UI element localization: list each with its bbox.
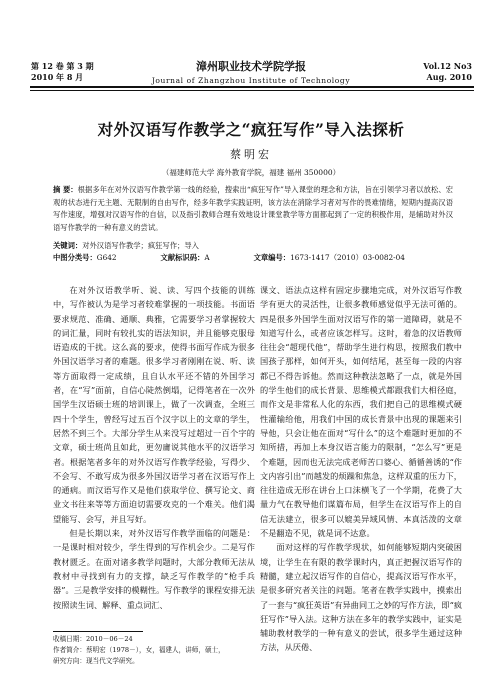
paragraph: 但是长期以来，对外汉语写作教学面临的问题是：一是课时相对较少，学生得到的写作机会少。二是写作教材匮乏。在面对诸多教学问题时，大部分教师无法从教材中寻找到有力的支撑，缺乏写作教学的“枪手兵器”。三是教学安排的模糊性。写作教学的课程安排无法按照读生词、解释、重点词汇、 [53,528,255,610]
clc-value: G642 [96,253,117,262]
header-rule-thick [30,86,474,88]
footnote-author: 作者简介：蔡明宏（1978－），女，福建人，讲师，硕士， [53,646,225,654]
abstract-text: 根据多年在对外汉语写作教学第一线的经验，搜索出“疯狂写作”导入课堂的理念和方法，旨在引领学习者以放松、宏观的状态进行无主题、无限制的自由写作，经多年教学实践证明，该方法在消除学习者对写作的畏难情绪，短期内提高汉语写作速度，增强对汉语写作的自信，以及指引教师合理有效地设计课堂教学等方面都起到了一定的积极作用，是辅助对外汉语写作教学的一种有意义的尝试。 [53,185,453,232]
doc-code-label: 文献标识码： [160,253,205,262]
footnote-research: 研究方向：现当代文学研究。 [53,657,139,665]
journal-name-en: Journal of Zhangzhou Institute of Technology [151,76,351,85]
volume-info [423,61,472,83]
paragraph: 在对外汉语教学听、说、读、写四个技能的训练中，写作被认为是学习者较难掌握的一项技能。书面语要求规范、准确、通顺、典雅，它需要学习者掌握较大的词汇量，同时有较扎实的语法知识，并且能够克服母语造成的干扰。这么高的要求，使得书面写作成为很多外国汉语学习者的难题。很多学习者刚刚在说、听、读等方面取得一定成绩，且自认水平还不错的外国学习者，在“写”面前，自信心陡然倒塌，记得笔者在一次外国学生汉语硕士班的培训课上，做了一次调查，全班三四十个学生，曾经写过五百个汉字以上的文章的学生，居然不到三个。大部分学生从来没写过超过一百个字的文章，硕士班尚且如此，更勿庸说其他水平的汉语学习者。根据笔者多年的对外汉语写作教学经验，写得少、不会写、不敢写成为很多外国汉语学习者在汉语写作上的通病。而汉语写作又是他们获取学位、撰写论文、商业文书往来等等方面迫切需要攻克的一个难关。他们渴望能写、会写，并且写好。 [53,285,255,524]
article-title: 对外汉语写作教学之“疯狂写作”导入法探析 [97,120,405,139]
article-id-label: 文章编号： [253,253,291,262]
body-column-left [53,283,255,612]
keywords-text: 对外汉语写作教学；疯狂写作；导入 [82,241,199,250]
author-affiliation: （福建师范大学 海外教育学院，福建 福州 350000） [161,168,341,177]
doc-code-value: A [204,253,210,262]
article-id-value: 1673-1417（2010）03-0082-04 [290,253,405,262]
abstract [53,184,453,234]
author-name: 蔡明宏 [230,148,272,161]
body-column-right [260,283,462,655]
journal-name-cn: 漳州职业技术学院学报 [196,60,306,73]
volume-number: Vol.12 No3 [423,61,472,71]
volume-date: Aug. 2010 [426,72,472,82]
paragraph: 面对这样的写作教学现状，如何能够短期内突破困境，让学生在有限的教学课时内，真正把握汉语写作的精髓，建立起汉语写作的自信心，提高汉语写作水平，是很多研究者关注的问题。笔者在教学实践中，摸索出了一套与“疯狂英语”有异曲同工之妙的写作方法，即“疯狂写作”导入法。这种方法在多年的教学实践中，证实是辅助教材教学的一种有意义的尝试，很多学生通过这种方法，从厌倦、 [260,542,462,653]
keywords [53,241,199,251]
header-rule-thin [30,90,474,91]
keywords-label: 关键词： [53,241,83,250]
clc-label: 中图分类号： [53,253,97,262]
abstract-label: 摘 要： [53,185,78,194]
footnote-rule [53,631,143,632]
classification-line [53,253,473,263]
footnote-received: 收稿日期：2010－06－24 [53,635,133,643]
paragraph: 课文、语法点这样有固定步骤地完成，对外汉语写作教学有更大的灵活性，让很多教师感觉似乎无法可循的。四是很多外国学生面对汉语写作的第一道障碍，就是不知道写什么，或者应该怎样写。这时，着急的汉语教师往往会“超现代他”，帮助学生进行构思，按照我们教中国孩子那样，如何开头，如何结尾，甚至每一段的内容都已不得告诉他。然而这种教法忽略了一点，就是外国的学生他们的成长背景、思维模式都跟我们大相径庭，而作文是非常私人化的东西，我们把自己的思维模式硬性灌输给他，用我们中国的成长背景中出现的课题来引导他，只会让他在面对“写什么”的这个难题时更加的不知所措，再加上本身汉语言能力的限制，“怎么写”更是个难题，因而也无法完成老师苦口婆心、循循善诱的“作文内容引出”而越发的烦躁和焦急，这样双重的压力下，往往造成无形在讲台上口沫横飞了一个学期，花费了大量力气在教导他们谋篇布局，但学生在汉语写作上的自信无法建立，很多可以媲美异域风情、本真活泼的文章不是翻造不见，就是词不达意。 [260,285,462,539]
issue-date: 2010 年 8 月 [31,72,84,82]
issue-number: 第 12 卷 第 3 期 [31,61,94,71]
footnotes [53,634,258,667]
